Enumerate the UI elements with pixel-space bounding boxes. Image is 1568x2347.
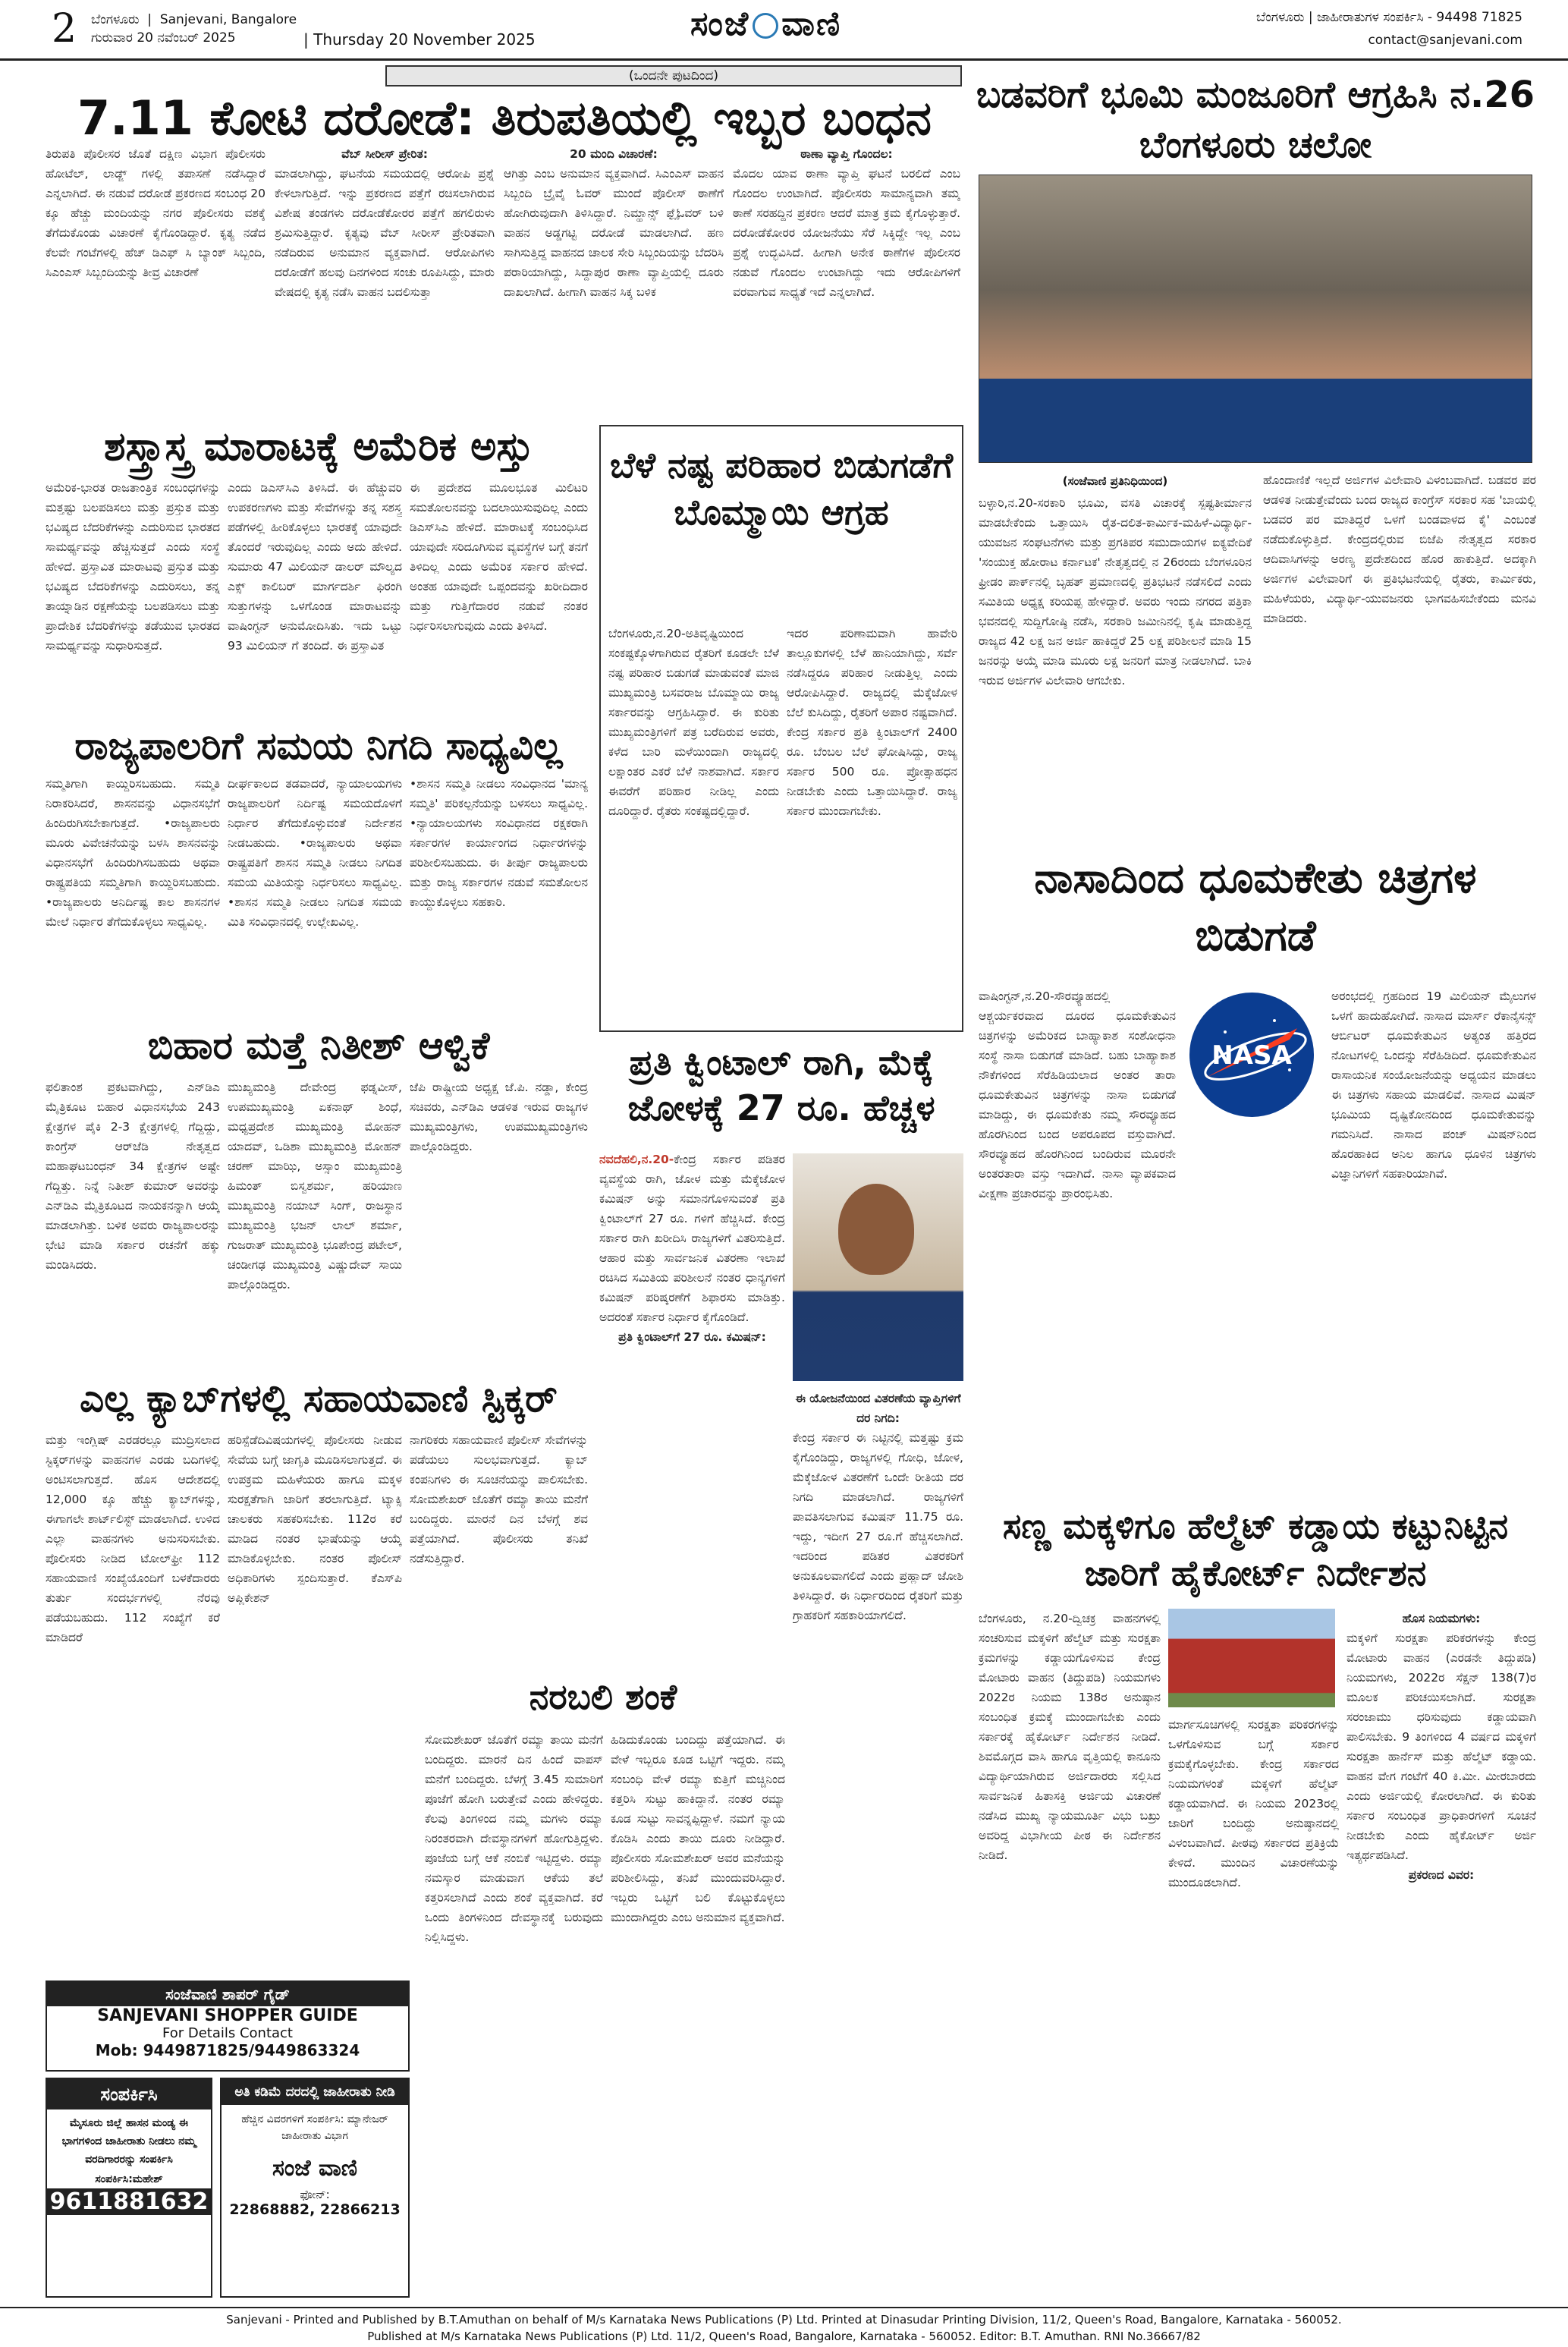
robbery-sub-inquiry: 20 ಮಂದಿ ವಿಚಾರಣೆ:: [570, 147, 658, 161]
portrait-face-shape: [838, 1184, 914, 1275]
shopper-title-kn: ಸಂಜೆವಾಣಿ ಶಾಪರ್ ಗೈಡ್: [47, 1982, 408, 2006]
masthead-right: [1256, 6, 1522, 52]
helmet-headline: ಸಣ್ಣ ಮಕ್ಕಳಿಗೂ ಹೆಲ್ಮೆಟ್ ಕಡ್ಡಾಯ ಕಟ್ಟುನಿಟ್ಟಿನ ಜಾರಿಗೆ ಹೈಕೋರ್ಟ್ ನಿರ್ದೇಶನ: [1002, 1505, 1509, 1594]
ragi-headline: ಪ್ರತಿ ಕ್ವಿಂಟಾಲ್ ರಾಗಿ, ಮೆಕ್ಕೆ ಜೋಳಕ್ಕೆ 27 ರೂ. ಹೆಚ್ಚಳ: [627, 1042, 935, 1128]
masthead-city: ಬೆಂಗಳೂರು: [91, 12, 140, 27]
sampark-title: ಸಂಪರ್ಕಿಸಿ: [47, 2079, 211, 2109]
narabali-col1: ಸೋಮಶೇಖರ್ ಜೊತೆಗೆ ರಮ್ಯಾ ತಾಯಿ ಮನೆಗೆ ಬಂದಿದ್ದರು. ಮಾರನೆ ದಿನ ಹಿಂದೆ ವಾಪಸ್ ಮನೆಗೆ ಬಂದಿದ್ದರು. ಬೆಳಗ್ಗೆ 3.45 ಸುಮಾರಿಗೆ ಪೂಜೆಗೆ ಹೋಗಿ ಬರುತ್ತೇವೆ ಎಂದು ಹೇಳಿದ್ದರು. ಕೆಲವು ತಿಂಗಳಿಂದ ನಮ್ಮ ಮಗಳು ರಮ್ಯಾ ನಿರಂತರವಾಗಿ ದೇವಸ್ಥಾನಗಳಿಗೆ ಹೋಗುತ್ತಿದ್ದಳು. ಪೂಜೆಯ ಬಗ್ಗೆ ಆಕೆ ನಂಬಿಕೆ ಇಟ್ಟಿದ್ದಳು. ರಮ್ಯಾ ನಮಸ್ಕಾರ ಮಾಡುವಾಗ ಆಕೆಯ ತಲೆ ಕತ್ತರಿಸಲಾಗಿದೆ ಎಂದು ಶಂಕೆ ವ್ಯಕ್ತವಾಗಿದೆ. ಕರೆ ಒಂದು ತಿಂಗಳಿನಿಂದ ದೇವಸ್ಥಾನಕ್ಕೆ ಬರುವುದು ನಿಲ್ಲಿಸಿದ್ದಳು.: [425, 1733, 603, 1944]
sampark-body: ಮೈಸೂರು ಜಿಲ್ಲೆ ಹಾಸನ ಮಂಡ್ಯ ಈ ಭಾಗಗಳಿಂದ ಜಾಹೀರಾತು ನೀಡಲು ನಮ್ಮ ವರದಿಗಾರರನ್ನು ಸಂಪರ್ಕಿಸಿ: [61, 2117, 196, 2166]
ragi-sub-commission: ಪ್ರತಿ ಕ್ವಿಂಟಾಲ್‌ಗೆ 27 ರೂ. ಕಮಿಷನ್:: [618, 1330, 766, 1344]
crop-col1: ಬೆಂಗಳೂರು,ನ.20-ಅತಿವೃಷ್ಟಿಯಿಂದ ಸಂಕಷ್ಟಕ್ಕೊಳಗಾಗಿರುವ ರೈತರಿಗೆ ಕೂಡಲೇ ಬೆಳೆ ನಷ್ಟ ಪರಿಹಾರ ಬಿಡುಗಡೆ ಮಾಡುವಂತೆ ಮಾಜಿ ಮುಖ್ಯಮಂತ್ರಿ ಬಸವರಾಜ ಬೊಮ್ಮಾಯಿ ರಾಜ್ಯ ಸರ್ಕಾರವನ್ನು ಆಗ್ರಹಿಸಿದ್ದಾರೆ. ಈ ಕುರಿತು ಮುಖ್ಯಮಂತ್ರಿಗಳಿಗೆ ಪತ್ರ ಬರೆದಿರುವ ಅವರು, ಕಳೆದ ಬಾರಿ ಮಳೆಯಿಂದಾಗಿ ರಾಜ್ಯದಲ್ಲಿ ಲಕ್ಷಾಂತರ ಎಕರೆ ಬೆಳೆ ನಾಶವಾಗಿದೆ. ಸರ್ಕಾರ ಈವರೆಗೆ ಪರಿಹಾರ ನೀಡಿಲ್ಲ ಎಂದು ದೂರಿದ್ದಾರೆ. ರೈತರು ಸಂಕಷ್ಟದಲ್ಲಿದ್ದಾರೆ.: [608, 627, 779, 818]
shopper-sub: For Details Contact: [162, 2025, 293, 2041]
governor-col3: •ಶಾಸನ ಸಮ್ಮತಿ ನೀಡಲು ಸಂವಿಧಾನದ 'ಮಾನ್ಯ ಸಮ್ಮತಿ' ಪರಿಕಲ್ಪನೆಯನ್ನು ಬಳಸಲು ಸಾಧ್ಯವಿಲ್ಲ. •ನ್ಯಾಯಾಲಯಗಳು ಸಂವಿಧಾನದ ರಕ್ಷಕರಾಗಿ ಸರ್ಕಾರಗಳ ಕಾರ್ಯಾಂಗದ ನಿರ್ಧಾರಗಳನ್ನು ಪರಿಶೀಲಿಸಬಹುದು. ಈ ತೀರ್ಪು ರಾಜ್ಯಪಾಲರು ಮತ್ತು ರಾಜ್ಯ ಸರ್ಕಾರಗಳ ನಡುವೆ ಸಮತೋಲನ ಕಾಯ್ದುಕೊಳ್ಳಲು ಸಹಕಾರಿ.: [410, 777, 588, 909]
minister-photo: [793, 1153, 963, 1381]
page-number: 2: [52, 6, 77, 52]
cab-col2: ಹರಿಸ್ಪೆಡೆದಿವಿಷಯಗಳಲ್ಲಿ ಪೊಲೀಸರು ನೀಡುವ ಸೇವೆಯ ಬಗ್ಗೆ ಜಾಗೃತಿ ಮೂಡಿಸಲಾಗುತ್ತದೆ. ಈ ಉಪಕ್ರಮ ಮಹಿಳೆಯರು ಹಾಗೂ ಮಕ್ಕಳ ಸುರಕ್ಷತೆಗಾಗಿ ಜಾರಿಗೆ ತರಲಾಗುತ್ತಿದೆ. ಟ್ಯಾಕ್ಸಿ ಚಾಲಕರು ಸಹಕರಿಸಬೇಕು. 112ರ ಕರೆ ಮಾಡಿದ ನಂತರ ಭಾಷೆಯನ್ನು ಆಯ್ಕೆ ಮಾಡಿಕೊಳ್ಳಬೇಕು. ನಂತರ ಪೊಲೀಸ್ ಅಧಿಕಾರಿಗಳು ಸ್ಪಂದಿಸುತ್ತಾರೆ. ಕೆಎಸ್‌ಪಿ ಅಪ್ಲಿಕೇಶನ್: [228, 1433, 402, 1605]
shopper-mobile: Mob: 9449871825/9449863324: [95, 2041, 360, 2059]
bihar-col2: ಮುಖ್ಯಮಂತ್ರಿ ದೇವೇಂದ್ರ ಫಡ್ನವೀಸ್, ಉಪಮುಖ್ಯಮಂತ್ರಿ ಏಕನಾಥ್ ಶಿಂಧೆ, ಮಧ್ಯಪ್ರದೇಶ ಮುಖ್ಯಮಂತ್ರಿ ಮೋಹನ್ ಯಾದವ್, ಒಡಿಶಾ ಮುಖ್ಯಮಂತ್ರಿ ಮೋಹನ್ ಚರಣ್ ಮಾಝಿ, ಅಸ್ಸಾಂ ಮುಖ್ಯಮಂತ್ರಿ ಹಿಮಂತ್ ಬಿಸ್ವಶರ್ಮ, ಹರಿಯಾಣ ಮುಖ್ಯಮಂತ್ರಿ ನಯಾಬ್ ಸಿಂಗ್, ರಾಜಸ್ಥಾನ ಮುಖ್ಯಮಂತ್ರಿ ಭಜನ್ ಲಾಲ್ ಶರ್ಮಾ, ಗುಜರಾತ್ ಮುಖ್ಯಮಂತ್ರಿ ಭೂಪೇಂದ್ರ ಪಟೇಲ್, ಚಂಡೀಗಢ ಮುಖ್ಯಮಂತ್ರಿ ವಿಷ್ಣುದೇವ್ ಸಾಯಿ ಪಾಲ್ಗೊಂಡಿದ್ದರು.: [228, 1081, 402, 1291]
arms-headline: ಶಸ್ತ್ರಾಸ್ತ್ರ ಮಾರಾಟಕ್ಕೆ ಅಮೆರಿಕ ಅಸ್ತು: [104, 424, 533, 470]
cab-col3: ನಾಗರಿಕರು ಸಹಾಯವಾಣಿ ಪೊಲೀಸ್ ಸೇವೆಗಳನ್ನು ಪಡೆಯಲು ಸುಲಭವಾಗುತ್ತದೆ. ಕ್ಯಾಬ್ ಕಂಪನಿಗಳು ಈ ಸೂಚನೆಯನ್ನು ಪಾಲಿಸಬೇಕು. ಸೋಮಶೇಖರ್ ಜೊತೆಗೆ ರಮ್ಯಾ ತಾಯಿ ಮನೆಗೆ ಬಂದಿದ್ದರು. ಮಾರನೆ ದಿನ ಬೆಳಗ್ಗೆ ಶವ ಪತ್ತೆಯಾಗಿದೆ. ಪೊಲೀಸರು ತನಿಖೆ ನಡೆಸುತ್ತಿದ್ದಾರೆ.: [410, 1433, 588, 1565]
bihar-col1: ಫಲಿತಾಂಶ ಪ್ರಕಟವಾಗಿದ್ದು, ಎನ್‌ಡಿಎ ಮೈತ್ರಿಕೂಟ ಬಿಹಾರ ವಿಧಾನಸಭೆಯ 243 ಕ್ಷೇತ್ರಗಳ ಪೈಕಿ 2-3 ಕ್ಷೇತ್ರಗಳಲ್ಲಿ ಗೆದ್ದಿದ್ದು, ಕಾಂಗ್ರೆಸ್ ಆರ್‌ಜೆಡಿ ನೇತೃತ್ವದ ಮಹಾಘಟಬಂಧನ್ 34 ಕ್ಷೇತ್ರಗಳ ಅಷ್ಟೇ ಗೆದ್ದಿತ್ತು. ನಿನ್ನೆ ನಿತೀಶ್ ಕುಮಾರ್ ಅವರನ್ನು ಎನ್‌ಡಿಎ ಮೈತ್ರಿಕೂಟದ ನಾಯಕನನ್ನಾಗಿ ಆಯ್ಕೆ ಮಾಡಲಾಗಿತ್ತು. ಬಳಿಕ ಅವರು ರಾಜ್ಯಪಾಲರನ್ನು ಭೇಟಿ ಮಾಡಿ ಸರ್ಕಾರ ರಚನೆಗೆ ಹಕ್ಕು ಮಂಡಿಸಿದರು.: [46, 1081, 220, 1272]
ragi-col1: ನವದೆಹಲಿ,ನ.20-ಕೇಂದ್ರ ಸರ್ಕಾರ ಪಡಿತರ ವ್ಯವಸ್ಥೆಯ ರಾಗಿ, ಜೋಳ ಮತ್ತು ಮೆಕ್ಕೆಜೋಳ ಕಮಿಷನ್ ಅನ್ನು ಸಮಾನಗೊಳಿಸುವಂತೆ ಪ್ರತಿ ಕ್ವಿಂಟಾಲ್‌ಗೆ 27 ರೂ. ಗಳಿಗೆ ಹೆಚ್ಚಿಸಿದೆ. ಕೇಂದ್ರ ಸರ್ಕಾರ ರಾಗಿ ಖರೀದಿಸಿ ರಾಜ್ಯಗಳಿಗೆ ವಿತರಿಸುತ್ತಿದೆ. ಆಹಾರ ಮತ್ತು ಸಾರ್ವಜನಿಕ ವಿತರಣಾ ಇಲಾಖೆ ರಚಿಸಿದ ಸಮಿತಿಯ ಪರಿಶೀಲನೆ ನಂತರ ಧಾನ್ಯಗಳಿಗೆ ಕಮಿಷನ್ ಪರಿಷ್ಕರಣೆಗೆ ಶಿಫಾರಸು ಮಾಡಿತ್ತು. ಅದರಂತೆ ಸರ್ಕಾರ ನಿರ್ಧಾರ ಕೈಗೊಂಡಿದೆ. ಪ್ರತಿ ಕ್ವಿಂಟಾಲ್‌ಗೆ 27 ರೂ. ಕಮಿಷನ್:: [599, 1150, 785, 1620]
tariff-logo: ಸಂಜೆ ವಾಣಿ: [272, 2155, 358, 2182]
protest-photo: [979, 175, 1532, 463]
crop-col2: ಇದರ ಪರಿಣಾಮವಾಗಿ ಹಾವೇರಿ ತಾಲ್ಲೂಕುಗಳಲ್ಲಿ ಬೆಳೆ ಹಾನಿಯಾಗಿದ್ದು, ಸರ್ವೆ ನಡೆಸಿದ್ದರೂ ಪರಿಹಾರ ನೀಡುತ್ತಿಲ್ಲ ಎಂದು ಆರೋಪಿಸಿದ್ದಾರೆ. ರಾಜ್ಯದಲ್ಲಿ ಮೆಕ್ಕೆಜೋಳ ಬೆಲೆ ಕುಸಿದಿದ್ದು, ರೈತರಿಗೆ ಅಪಾರ ನಷ್ಟವಾಗಿದೆ. ಕೇಂದ್ರ ಸರ್ಕಾರ ಪ್ರತಿ ಕ್ವಿಂಟಾಲ್‌ಗೆ 2400 ರೂ. ಬೆಂಬಲ ಬೆಲೆ ಘೋಷಿಸಿದ್ದು, ರಾಜ್ಯ ಸರ್ಕಾರ 500 ರೂ. ಪ್ರೋತ್ಸಾಹಧನ ನೀಡಬೇಕು ಎಂದು ಒತ್ತಾಯಿಸಿದ್ದಾರೆ. ರಾಜ್ಯ ಸರ್ಕಾರ ಮುಂದಾಗಬೇಕು.: [787, 627, 957, 818]
bihar-col3: ಜೆಪಿ ರಾಷ್ಟ್ರೀಯ ಅಧ್ಯಕ್ಷ ಜೆ.ಪಿ. ನಡ್ಡಾ, ಕೇಂದ್ರ ಸಚಿವರು, ಎನ್‌ಡಿಎ ಆಡಳಿತ ಇರುವ ರಾಜ್ಯಗಳ ಮುಖ್ಯಮಂತ್ರಿಗಳು, ಉಪಮುಖ್ಯಮಂತ್ರಿಗಳು ಪಾಲ್ಗೊಂಡಿದ್ದರು.: [410, 1081, 588, 1153]
tariff-body: ಹೆಚ್ಚಿನ ವಿವರಗಳಿಗೆ ಸಂಪರ್ಕಿಸಿ: ಮ್ಯಾನೇಜರ್ ಜಾಹೀರಾತು ವಿಭಾಗ: [241, 2113, 388, 2142]
tariff-phone-label: ಫೋನ್:: [300, 2188, 330, 2201]
governor-headline: ರಾಜ್ಯಪಾಲರಿಗೆ ಸಮಯ ನಿಗದಿ ಸಾಧ್ಯವಿಲ್ಲ: [74, 724, 563, 768]
robbery-col3: 20 ಮಂದಿ ವಿಚಾರಣೆ: ಆಗಿತ್ತು ಎಂಬ ಅನುಮಾನ ವ್ಯಕ್ತವಾಗಿದೆ. ಸಿಎಂಎಸ್ ವಾಹನ ಸಿಬ್ಬಂದಿ ಬ್ರೈವೈ ಓವರ್ ಮುಂದೆ ಪೊಲೀಸ್ ಠಾಣೆಗೆ ಹೋಗಿರುವುದಾಗಿ ತಿಳಿಸಿದ್ದಾರೆ. ನಿಮ್ಹಾನ್ಸ್ ಫ್ಲೈಓವರ್ ಬಳಿ ವಾಹನ ಅಡ್ಡಗಟ್ಟಿ ದರೋಡೆ ಮಾಡಲಾಗಿದೆ. ಹಣ ಸಾಗಿಸುತ್ತಿದ್ದ ವಾಹನದ ಚಾಲಕ ಸೇರಿ ಸಿಬ್ಬಂದಿಯನ್ನು ಬೆದರಿಸಿ ಪರಾರಿಯಾಗಿದ್ದು, ಸಿದ್ದಾಪುರ ಠಾಣಾ ವ್ಯಾಪ್ತಿಯಲ್ಲಿ ದೂರು ದಾಖಲಾಗಿದೆ. ಹೀಗಾಗಿ ವಾಹನ ಸಿಕ್ಕ ಬಳಿಕ: [504, 144, 724, 417]
arms-col2: ಎಂದು ಡಿಎಸ್‌ಸಿಎ ತಿಳಿಸಿದೆ. ಈ ಹೆಚ್ಚುವರಿ ಉಪಕರಣಗಳು ಮತ್ತು ಸೇವೆಗಳನ್ನು ತನ್ನ ಸಶಸ್ತ್ರ ಪಡೆಗಳಲ್ಲಿ ಹೀರಿಕೊಳ್ಳಲು ಭಾರತಕ್ಕೆ ಯಾವುದೇ ತೊಂದರೆ ಇರುವುದಿಲ್ಲ ಎಂದು ಅದು ಹೇಳಿದೆ. ಸುಮಾರು 47 ಮಿಲಿಯನ್ ಡಾಲರ್ ಮೌಲ್ಯದ ಎಕ್ಸ್ ಕಾಲಿಬರ್ ಮಾರ್ಗದರ್ಶಿ ಫಿರಂಗಿ ಸುತ್ತುಗಳನ್ನು ಒಳಗೊಂಡ ಮಾರಾಟವನ್ನು ವಾಷಿಂಗ್ಟನ್ ಅನುಮೋದಿಸಿತು. ಇದು ಒಟ್ಟು 93 ಮಿಲಿಯನ್ ಗೆ ತಂದಿದೆ. ಈ ಪ್ರಸ್ತಾವಿತ: [228, 481, 402, 653]
robbery-col4: ಠಾಣಾ ವ್ಯಾಪ್ತಿ ಗೊಂದಲ: ಮೊದಲ ಯಾವ ಠಾಣಾ ವ್ಯಾಪ್ತಿ ಘಟನೆ ಬರಲಿದೆ ಎಂಬ ಗೊಂದಲ ಉಂಟಾಗಿದೆ. ಪೊಲೀಸರು ಸಾಮಾನ್ಯವಾಗಿ ತಮ್ಮ ಠಾಣೆ ಸರಹದ್ದಿನ ಪ್ರಕರಣ ಆದರೆ ಮಾತ್ರ ಕ್ರಮ ಕೈಗೊಳ್ಳುತ್ತಾರೆ. ದರೋಡೆಕೋರರ ಯೋಜನೆಯು ಸೆರೆ ಸಿಕ್ಕಿದ್ದೇ ಇಲ್ಲ ಎಂಬ ಪ್ರಶ್ನೆ ಉದ್ಭವಿಸಿದೆ. ಹೀಗಾಗಿ ಅನೇಕ ಠಾಣೆಗಳ ಪೊಲೀಸರ ನಡುವೆ ಗೊಂದಲ ಉಂಟಾಗಿದ್ದು ಇದು ಆರೋಪಿಗಳಿಗೆ ವರವಾಗುವ ಸಾಧ್ಯತೆ ಇದೆ ಎನ್ನಲಾಗಿದೆ.: [733, 144, 960, 417]
nasa-meatball-icon: [1183, 986, 1320, 1123]
bhoomi-col1: ಬಳ್ಳಾರಿ,ನ.20-ಸರಕಾರಿ ಭೂಮಿ, ವಸತಿ ವಿಚಾರಕ್ಕೆ ಸ್ಪಷ್ಟತೀರ್ಮಾನ ಮಾಡಬೇಕೆಂದು ಒತ್ತಾಯಿಸಿ ರೈತ-ದಲಿತ-ಕಾರ್ಮಿಕ-ಮಹಿಳೆ-ವಿದ್ಯಾರ್ಥಿ-ಯುವಜನ ಸಂಘಟನೆಗಳು ಮತ್ತು ಪ್ರಗತಿಪರ ಸಮುದಾಯಗಳ ಐಕ್ಯವೇದಿಕೆ 'ಸಂಯುಕ್ತ ಹೋರಾಟ ಕರ್ನಾಟಕ' ನೇತೃತ್ವದಲ್ಲಿ ನ 26ರಂದು ಬೆಂಗಳೂರಿನ ಫ್ರೀಡಂ ಪಾರ್ಕ್‌ನಲ್ಲಿ ಬೃಹತ್ ಪ್ರಮಾಣದಲ್ಲಿ ಪ್ರತಿಭಟನೆ ನಡೆಸಲಿದೆ ಎಂದು ಸಮಿತಿಯ ಅಧ್ಯಕ್ಷ ಕರಿಯಪ್ಪ ಹೇಳಿದ್ದಾರೆ. ಅವರು ಇಂದು ನಗರದ ಪತ್ರಿಕಾ ಭವನದಲ್ಲಿ ಸುದ್ದಿಗೋಷ್ಠಿ ನಡೆಸಿ, ಸರಕಾರಿ ಜಮೀನಿನಲ್ಲಿ ಕೃಷಿ ಮಾಡುತ್ತಿದ್ದ ರಾಜ್ಯದ 42 ಲಕ್ಷ ಜನ ಅರ್ಜಿ ಹಾಕಿದ್ದರೆ 25 ಲಕ್ಷ ಪರಿಶೀಲನೆ ಮಾಡಿ 15 ಜನರನ್ನು ಅಯ್ಕೆ ಮಾಡಿ ಮೂರು ಲಕ್ಷ ಜನರಿಗೆ ಮಾತ್ರ ನೀಡಲಾಗಿದೆ. ಬಾಕಿ ಇರುವ ಅರ್ಜಿಗಳ ವಿಲೇವಾರಿ ಆಗಬೇಕು.: [979, 496, 1252, 687]
robbery-headline: 7.11 ಕೋಟಿ ದರೋಡೆ: ತಿರುಪತಿಯಲ್ಲಿ ಇಬ್ಬರ ಬಂಧನ: [77, 90, 932, 146]
masthead-paper: Sanjevani, Bangalore: [159, 12, 297, 27]
globe-icon: [753, 13, 778, 39]
masthead-date-en: | Thursday 20 November 2025: [303, 30, 536, 49]
governor-col2: ದೀರ್ಘಕಾಲದ ತಡವಾದರೆ, ನ್ಯಾಯಾಲಯಗಳು ರಾಜ್ಯಪಾಲರಿಗೆ ನಿರ್ದಿಷ್ಟ ಸಮಯದೊಳಗೆ ನಿರ್ಧಾರ ತೆಗೆದುಕೊಳ್ಳುವಂತೆ ನಿರ್ದೇಶನ ನೀಡಬಹುದು. •ರಾಜ್ಯಪಾಲರು ಅಥವಾ ರಾಷ್ಟ್ರಪತಿಗೆ ಶಾಸನ ಸಮ್ಮತಿ ನೀಡಲು ನಿಗದಿತ ಸಮಯ ಮಿತಿಯನ್ನು ನಿರ್ಧರಿಸಲು ಸಾಧ್ಯವಿಲ್ಲ. •ಶಾಸನ ಸಮ್ಮತಿ ನೀಡಲು ನಿಗದಿತ ಸಮಯ ಮಿತಿ ಸಂವಿಧಾನದಲ್ಲಿ ಉಲ್ಲೇಖವಿಲ್ಲ.: [228, 777, 402, 929]
crop-headline: ಬೆಳೆ ನಷ್ಟ ಪರಿಹಾರ ಬಿಡುಗಡೆಗೆ ಬೊಮ್ಮಾಯಿ ಆಗ್ರಹ: [609, 445, 954, 533]
svg-text:NASA: NASA: [1211, 1040, 1292, 1071]
robbery-sub-jurisdiction: ಠಾಣಾ ವ್ಯಾಪ್ತಿ ಗೊಂದಲ:: [800, 147, 893, 161]
sampark-ad[interactable]: [46, 2078, 212, 2298]
masthead: [0, 0, 1568, 61]
cab-col1: ಮತ್ತು ಇಂಗ್ಲಿಷ್ ಎರಡರಲ್ಲೂ ಮುದ್ರಿಸಲಾದ ಸ್ಟಿಕ್ಕರ್‌ಗಳನ್ನು ವಾಹನಗಳ ಎರಡು ಬದಿಗಳಲ್ಲಿ ಅಂಟಿಸಲಾಗುತ್ತದೆ. ಹೊಸ ಆದೇಶದಲ್ಲಿ 12,000 ಕ್ಕೂ ಹೆಚ್ಚು ಕ್ಯಾಬ್‌ಗಳನ್ನು, ಈಗಾಗಲೇ ಶಾರ್ಟ್‌ಲಿಸ್ಟ್ ಮಾಡಲಾಗಿದೆ. ಉಳಿದ ಎಲ್ಲಾ ವಾಹನಗಳು ಅನುಸರಿಸಬೇಕು. ಪೊಲೀಸರು ನೀಡಿದ ಟೋಲ್‌ಫ್ರೀ 112 ಸಹಾಯವಾಣಿ ಸಂಖ್ಯೆಯೊಂದಿಗೆ ಬಳಕೆದಾರರು ತುರ್ತು ಸಂದರ್ಭಗಳಲ್ಲಿ ನೆರವು ಪಡೆಯಬಹುದು. 112 ಸಂಖ್ಯೆಗೆ ಕರೆ ಮಾಡಿದರೆ: [46, 1433, 220, 1644]
nasa-headline: ನಾಸಾದಿಂದ ಧೂಮಕೇತು ಚಿತ್ರಗಳ ಬಿಡುಗಡೆ: [1034, 854, 1477, 961]
nasa-logo: [1183, 986, 1320, 1123]
helmet-sub-case: ಪ್ರಕರಣದ ವಿವರ:: [1408, 1868, 1475, 1882]
shopper-guide-ad[interactable]: [46, 1980, 410, 2072]
nasa-col1: ವಾಷಿಂಗ್ಟನ್,ನ.20-ಸೌರವ್ಯೂಹದಲ್ಲಿ ಆಶ್ಚರ್ಯಕರವಾದ ದೂರದ ಧೂಮಕೇತುವಿನ ಚಿತ್ರಗಳನ್ನು ಅಮೆರಿಕದ ಬಾಹ್ಯಾಕಾಶ ಸಂಶೋಧನಾ ಸಂಸ್ಥೆ ನಾಸಾ ಬಿಡುಗಡೆ ಮಾಡಿದೆ. ಬಹು ಬಾಹ್ಯಾಕಾಶ ನೌಕೆಗಳಿಂದ ಸೆರೆಹಿಡಿಯಲಾದ ಅಂತರ ತಾರಾ ಧೂಮಕೇತುವಿನ ಚಿತ್ರಗಳನ್ನು ನಾಸಾ ಬಿಡುಗಡೆ ಮಾಡಿದ್ದು, ಈ ಧೂಮಕೇತು ನಮ್ಮ ಸೌರವ್ಯೂಹದ ಹೊರಗಿನಿಂದ ಬಂದ ಅಪರೂಪದ ವಸ್ತುವಾಗಿದೆ. ಸೌರವ್ಯೂಹದ ಹೊರಗಿನಿಂದ ಬಂದಿರುವ ಮೂರನೇ ಅಂತರತಾರಾ ವಸ್ತು ಇದಾಗಿದೆ. ನಾಸಾ ವ್ಯಾಪಕವಾದ ವೀಕ್ಷಣಾ ಪ್ರಚಾರವನ್ನು ಪ್ರಾರಂಭಿಸಿತು.: [979, 989, 1176, 1200]
governor-col1: ಸಮ್ಮತಿಗಾಗಿ ಕಾಯ್ದಿರಿಸಬಹುದು. ಸಮ್ಮತಿ ನಿರಾಕರಿಸಿದರೆ, ಶಾಸನವನ್ನು ವಿಧಾನಸಭೆಗೆ ಹಿಂದಿರುಗಿಸಬೇಕಾಗುತ್ತದೆ. •ರಾಜ್ಯಪಾಲರು ಮೂರು ವಿವೇಚನೆಯನ್ನು ಬಳಸಿ ಶಾಸನವನ್ನು ವಿಧಾನಸಭೆಗೆ ಹಿಂದಿರುಗಿಸಬಹುದು ಅಥವಾ ರಾಷ್ಟ್ರಪತಿಯ ಸಮ್ಮತಿಗಾಗಿ ಕಾಯ್ದಿರಿಸಬಹುದು. •ರಾಜ್ಯಪಾಲರು ಅನಿರ್ದಿಷ್ಟ ಕಾಲ ಶಾಸನಗಳ ಮೇಲೆ ನಿರ್ಧಾರ ತೆಗೆದುಕೊಳ್ಳಲು ಸಾಧ್ಯವಿಲ್ಲ.: [46, 777, 220, 929]
ragi-sub-rates: ಈ ಯೋಜನೆಯಿಂದ ವಿತರಣೆಯ ವ್ಯಾಪ್ತಿಗಳಿಗೆ ದರ ನಿಗದಿ:: [795, 1392, 961, 1425]
helmet-col3: ಹೊಸ ನಿಯಮಗಳು: ಮಕ್ಕಳಿಗೆ ಸುರಕ್ಷತಾ ಪರಿಕರಗಳನ್ನು ಕೇಂದ್ರ ಮೋಟಾರು ವಾಹನ (ಎರಡನೇ ತಿದ್ದುಪಡಿ) ನಿಯಮಗಳು, 2022ರ ಸೆಕ್ಷನ್ 138(7)ರ ಮೂಲಕ ಪರಿಚಯಿಸಲಾಗಿದೆ. ಸುರಕ್ಷತಾ ಸರಂಜಾಮು ಧರಿಸುವುದು ಕಡ್ಡಾಯವಾಗಿ ಪಾಲಿಸಬೇಕು. 9 ತಿಂಗಳಿಂದ 4 ವರ್ಷದ ಮಕ್ಕಳಿಗೆ ಸುರಕ್ಷತಾ ಹಾರ್ನೆಸ್ ಮತ್ತು ಹೆಲ್ಮೆಟ್ ಕಡ್ಡಾಯ. ವಾಹನ ವೇಗ ಗಂಟೆಗೆ 40 ಕಿ.ಮೀ. ಮೀರಬಾರದು ಎಂದು ಅರ್ಜಿಯಲ್ಲಿ ಕೋರಲಾಗಿದೆ. ಈ ಕುರಿತು ಸರ್ಕಾರ ಸಂಬಂಧಿತ ಪ್ರಾಧಿಕಾರಗಳಿಗೆ ಸೂಚನೆ ನೀಡಬೇಕು ಎಂದು ಹೈಕೋರ್ಟ್ ಅರ್ಜಿ ಇತ್ಯರ್ಥಪಡಿಸಿದೆ. ಪ್ರಕರಣದ ವಿವರ:: [1346, 1609, 1536, 2292]
imprint-footer: [0, 2307, 1568, 2347]
table-cloth-shape: [979, 379, 1532, 462]
narabali-headline: ನರಬಲಿ ಶಂಕೆ: [529, 1676, 677, 1717]
high-court-photo: [1168, 1609, 1335, 1707]
cab-headline: ಎಲ್ಲ ಕ್ಯಾಬ್‌ಗಳಲ್ಲಿ ಸಹಾಯವಾಣಿ ಸ್ಟಿಕ್ಕರ್: [80, 1376, 558, 1420]
helmet-col1: ಬೆಂಗಳೂರು, ನ.20-ದ್ವಿಚಕ್ರ ವಾಹನಗಳಲ್ಲಿ ಸಂಚರಿಸುವ ಮಕ್ಕಳಿಗೆ ಹೆಲ್ಮೆಟ್ ಮತ್ತು ಸುರಕ್ಷತಾ ಕ್ರಮಗಳನ್ನು ಕಡ್ಡಾಯಗೊಳಿಸುವ ಕೇಂದ್ರ ಮೋಟಾರು ವಾಹನ (ತಿದ್ದುಪಡಿ) ನಿಯಮಗಳು 2022ರ ನಿಯಮ 138ರ ಅನುಷ್ಠಾನ ಸಂಬಂಧಿತ ಕ್ರಮಕ್ಕೆ ಮುಂದಾಗಬೇಕು ಎಂದು ಸರ್ಕಾರಕ್ಕೆ ಹೈಕೋರ್ಟ್ ನಿರ್ದೇಶನ ನೀಡಿದೆ. ಶಿವಮೊಗ್ಗದ ವಾಸಿ ಹಾಗೂ ವೃತ್ತಿಯಲ್ಲಿ ಕಾನೂನು ವಿದ್ಯಾರ್ಥಿಯಾಗಿರುವ ಅರ್ಜಿದಾರರು ಸಲ್ಲಿಸಿದ ಸಾರ್ವಜನಿಕ ಹಿತಾಸಕ್ತಿ ಅರ್ಜಿಯ ವಿಚಾರಣೆ ನಡೆಸಿದ ಮುಖ್ಯ ನ್ಯಾಯಮೂರ್ತಿ ವಿಭು ಬಖ್ರು ಅವರಿದ್ದ ವಿಭಾಗೀಯ ಪೀಠ ಈ ನಿರ್ದೇಶನ ನೀಡಿದೆ.: [979, 1612, 1161, 1862]
bihar-headline: ಬಿಹಾರ ಮತ್ತೆ ನಿತೀಶ್ ಆಳ್ವಿಕೆ: [147, 1024, 490, 1068]
tariff-phone: 22868882, 22866213: [229, 2201, 401, 2218]
helmet-col2: ಮಾರ್ಗಸೂಚಿಗಳಲ್ಲಿ ಸುರಕ್ಷತಾ ಪರಿಕರಗಳನ್ನು ಒಳಗೊಳಿಸುವ ಬಗ್ಗೆ ಸರ್ಕಾರ ಕ್ರಮಕೈಗೊಳ್ಳಬೇಕು. ಕೇಂದ್ರ ಸರ್ಕಾರದ ನಿಯಮಗಳಂತೆ ಮಕ್ಕಳಿಗೆ ಹೆಲ್ಮೆಟ್ ಕಡ್ಡಾಯವಾಗಿದೆ. ಈ ನಿಯಮ 2023ರಲ್ಲಿ ಜಾರಿಗೆ ಬಂದಿದ್ದು ಅನುಷ್ಠಾನದಲ್ಲಿ ವಿಳಂಬವಾಗಿದೆ. ಪೀಠವು ಸರ್ಕಾರದ ಪ್ರತಿಕ್ರಿಯೆ ಕೇಳಿದೆ. ಮುಂದಿನ ವಿಚಾರಣೆಯನ್ನು ಮುಂದೂಡಲಾಗಿದೆ.: [1168, 1718, 1339, 1889]
narabali-col2: ಹಿಡಿದುಕೊಂಡು ಬಂದಿದ್ದು ಪತ್ತೆಯಾಗಿದೆ. ಈ ವೇಳೆ ಇಬ್ಬರೂ ಕೂಡ ಒಟ್ಟಿಗೆ ಇದ್ದರು. ನಮ್ಮ ಸಂಬಂಧಿ ವೇಳೆ ರಮ್ಯಾ ಕುತ್ತಿಗೆ ಮಚ್ಚಿನಿಂದ ಕತ್ತರಿಸಿ ಸುಟ್ಟು ಹಾಕಿದ್ದಾನೆ. ನಂತರ ರಮ್ಯಾ ಕೂಡ ಸುಟ್ಟು ಸಾವನ್ನಪ್ಪಿದ್ದಾಳೆ. ನಮಗೆ ನ್ಯಾಯ ಕೊಡಿಸಿ ಎಂದು ತಾಯಿ ದೂರು ನೀಡಿದ್ದಾರೆ. ಪೊಲೀಸರು ಸೋಮಶೇಖರ್ ಅವರ ಮನೆಯನ್ನು ಪರಿಶೀಲಿಸಿದ್ದು, ತನಿಖೆ ಮುಂದುವರಿಸಿದ್ದಾರೆ. ಇಬ್ಬರು ಒಟ್ಟಿಗೆ ಬಲಿ ಕೊಟ್ಟುಕೊಳ್ಳಲು ಮುಂದಾಗಿದ್ದರು ಎಂಬ ಅನುಮಾನ ವ್ಯಕ್ತವಾಗಿದೆ.: [611, 1733, 785, 1924]
masthead-left: ಬೆಂಗಳೂರು | Sanjevani, Bangalore ಗುರುವಾರ 20 ನವೆಂಬರ್ 2025: [91, 12, 297, 46]
masthead-date-kn: ಗುರುವಾರ 20 ನವೆಂಬರ್ 2025: [91, 30, 236, 46]
imprint-line1: Sanjevani - Printed and Published by B.T.Amuthan on behalf of M/s Karnataka News Publications (P) Ltd. Printed at Dinasudar Printing Division, 11/2, Queen's Road, Bangalore, Karnataka - 560052.: [226, 2313, 1342, 2327]
ragi-col2: ಈ ಯೋಜನೆಯಿಂದ ವಿತರಣೆಯ ವ್ಯಾಪ್ತಿಗಳಿಗೆ ದರ ನಿಗದಿ: ಕೇಂದ್ರ ಸರ್ಕಾರ ಈ ನಿಟ್ಟಿನಲ್ಲಿ ಮತ್ತಷ್ಟು ಕ್ರಮ ಕೈಗೊಂಡಿದ್ದು, ರಾಜ್ಯಗಳಲ್ಲಿ ಗೋಧಿ, ಜೋಳ, ಮೆಕ್ಕೆಜೋಳ ವಿತರಣೆಗೆ ಒಂದೇ ರೀತಿಯ ದರ ನಿಗದಿ ಮಾಡಲಾಗಿದೆ. ರಾಜ್ಯಗಳಿಗೆ ಪಾವತಿಸಲಾಗುವ ಕಮಿಷನ್ 11.75 ರೂ. ಇದ್ದು, ಇದೀಗ 27 ರೂ.ಗೆ ಹೆಚ್ಚಿಸಲಾಗಿದೆ. ಇದರಿಂದ ಪಡಿತರ ವಿತರಕರಿಗೆ ಅನುಕೂಲವಾಗಲಿದೆ ಎಂದು ಪ್ರಹ್ಲಾದ್ ಜೋಶಿ ತಿಳಿಸಿದ್ದಾರೆ. ಈ ನಿರ್ಧಾರದಿಂದ ರೈತರಿಗೆ ಮತ್ತು ಗ್ರಾಹಕರಿಗೆ ಸಹಕಾರಿಯಾಗಲಿದೆ.: [793, 1389, 963, 1882]
robbery-col2: ವೆಬ್ ಸೀರೀಸ್ ಪ್ರೇರಿತ: ಮಾಡಲಾಗಿದ್ದು, ಘಟನೆಯ ಸಮಯದಲ್ಲಿ ಆರೋಪಿ ಪ್ರಶ್ನೆ ಕೇಳಲಾಗುತ್ತಿದೆ. ಇನ್ನು ಪ್ರಕರಣದ ಪತ್ತೆಗೆ ರಚಿಸಲಾಗಿರುವ ವಿಶೇಷ ತಂಡಗಳು ದರೋಡೆಕೋರರ ಪತ್ತೆಗೆ ಹಗಲಿರುಳು ಶ್ರಮಿಸುತ್ತಿದ್ದಾರೆ. ಕೃತ್ಯವು ವೆಬ್ ಸೀರೀಸ್ ಪ್ರೇರಿತವಾಗಿ ನಡೆದಿರುವ ಅನುಮಾನ ವ್ಯಕ್ತವಾಗಿದೆ. ಆರೋಪಿಗಳು ದರೋಡೆಗೆ ಹಲವು ದಿನಗಳಿಂದ ಸಂಚು ರೂಪಿಸಿದ್ದು, ಮಾರು ವೇಷದಲ್ಲಿ ಕೃತ್ಯ ನಡೆಸಿ ವಾಹನ ಬದಲಿಸುತ್ತಾ: [275, 144, 495, 417]
continued-kicker: (ಒಂದನೇ ಪುಟದಿಂದ): [385, 65, 962, 87]
nasa-col2: ಅರಂಭದಲ್ಲಿ ಗ್ರಹದಿಂದ 19 ಮಿಲಿಯನ್ ಮೈಲುಗಳ ಒಳಗೆ ಹಾದುಹೋಗಿದೆ. ನಾಸಾದ ಮಾರ್ಸ್ ರೆಕಾನೈಸನ್ಸ್ ಆರ್ಬಿಟರ್ ಧೂಮಕೇತುವಿನ ಅತ್ಯಂತ ಹತ್ತಿರದ ನೋಟಗಳಲ್ಲಿ ಒಂದನ್ನು ಸೆರೆಹಿಡಿದಿದೆ. ಧೂಮಕೇತುವಿನ ರಾಸಾಯನಿಕ ಸಂಯೋಜನೆಯನ್ನು ಅಧ್ಯಯನ ಮಾಡಲು ಈ ಚಿತ್ರಗಳು ಸಹಾಯ ಮಾಡಲಿವೆ. ನಾಸಾದ ಮಿಷನ್ ಭೂಮಿಯ ದೃಷ್ಟಿಕೋನದಿಂದ ಧೂಮಕೇತುವನ್ನು ಗಮನಿಸಿದೆ. ನಾಸಾದ ಪಂಚ್ ಮಿಷನ್‌ನಿಂದ ಹೊರಹಾಕಿದ ಅನಿಲ ಹಾಗೂ ಧೂಳಿನ ಚಿತ್ರಗಳು ವಿಜ್ಞಾನಿಗಳಿಗೆ ಸಹಕಾರಿಯಾಗಿವೆ.: [1331, 989, 1536, 1181]
sampark-phone-label: ಸಂಪರ್ಕಿಸಿ:ಮಹೇಶ್: [95, 2173, 163, 2185]
tariff-ad[interactable]: [220, 2078, 410, 2298]
helmet-sub-rules: ಹೊಸ ನಿಯಮಗಳು:: [1402, 1612, 1481, 1625]
crop-story-box: [599, 425, 963, 1032]
ragi-dateline: ನವದೆಹಲಿ,ನ.20-: [599, 1153, 674, 1166]
bhoomi-col2: ಹೊಂದಾಣಿಕೆ ಇಲ್ಲದೆ ಅರ್ಜಿಗಳ ವಿಲೇವಾರಿ ವಿಳಂಬವಾಗಿದೆ. ಬಡವರ ಪರ ಆಡಳಿತ ನೀಡುತ್ತೇವೆಂದು ಬಂದ ರಾಜ್ಯದ ಕಾಂಗ್ರೆಸ್ ಸರಕಾರ ಸಹ 'ಬಾಯಲ್ಲಿ ಬಡವರ ಪರ ಮಾತಿದ್ದರೆ ಒಳಗೆ ಬಂಡವಾಳದ ಕೈ' ಎಂಬಂತೆ ನಡೆದುಕೊಳ್ಳುತ್ತಿದೆ. ಕೇಂದ್ರದಲ್ಲಿರುವ ಬಿಜೆಪಿ ನೇತೃತ್ವದ ಸರಕಾರ ಆದಿವಾಸಿಗಳನ್ನು ಅರಣ್ಯ ಪ್ರದೇಶದಿಂದ ಹೊರ ಹಾಕುತ್ತಿದೆ. ಅದಕ್ಕಾಗಿ ಅರ್ಜಿಗಳ ವಿಲೇವಾರಿಗೆ ಈ ಪ್ರತಿಭಟನೆಯಲ್ಲಿ ರೈತರು, ಕಾರ್ಮಿಕರು, ಮಹಿಳೆಯರು, ವಿದ್ಯಾರ್ಥಿ-ಯುವಜನರು ಭಾಗವಹಿಸಬೇಕೆಂದು ಮನವಿ ಮಾಡಿದರು.: [1263, 473, 1536, 625]
sampark-phone: 9611881632: [47, 2188, 211, 2215]
bhoomi-credit: (ಸಂಜೆವಾಣಿ ಪ್ರತಿನಿಧಿಯಿಂದ): [1062, 474, 1168, 488]
masthead-email[interactable]: contact@sanjevani.com: [1368, 33, 1522, 48]
robbery-col1: ತಿರುಪತಿ ಪೊಲೀಸರ ಜೊತೆ ದಕ್ಷಿಣ ವಿಭಾಗ ಪೊಲೀಸರು ಹೋಟೆಲ್, ಲಾಡ್ಜ್ ಗಳಲ್ಲಿ ತಪಾಸಣೆ ನಡೆಸಿದ್ದಾರೆ ಎನ್ನಲಾಗಿದೆ. ಈ ನಡುವೆ ದರೋಡೆ ಪ್ರಕರಣದ ಸಂಬಂಧ 20 ಕ್ಕೂ ಹೆಚ್ಚು ಮಂದಿಯನ್ನು ನಗರ ಪೊಲೀಸರು ವಶಕ್ಕೆ ತೆಗೆದುಕೊಂಡು ವಿಚಾರಣೆ ಕೈಗೊಂಡಿದ್ದಾರೆ. ಕೃತ್ಯ ನಡೆದ ಕೆಲವೇ ಗಂಟೆಗಳಲ್ಲಿ ಹೆಚ್ ಡಿಎಫ್ ಸಿ ಬ್ಯಾಂಕ್ ಸಿಬ್ಬಂದಿ, ಸಿಎಂಎಸ್ ಸಿಬ್ಬಂದಿಯನ್ನು ತೀವ್ರ ವಿಚಾರಣೆ: [46, 147, 266, 279]
bhoomi-headline: ಬಡವರಿಗೆ ಭೂಮಿ ಮಂಜೂರಿಗೆ ಆಗ್ರಹಿಸಿ ನ.26 ಬೆಂಗಳೂರು ಚಲೋ: [976, 74, 1535, 166]
paper-logo: ಸಂಜೆ ವಾಣಿ: [690, 5, 842, 43]
shopper-title-en: SANJEVANI SHOPPER GUIDE: [97, 2006, 358, 2025]
imprint-line2: Published at M/s Karnataka News Publications (P) Ltd. 11/2, Queen's Road, Bangalore, Karnataka - 560052. Editor: B.T. Amuthan. RNI No.36667/82: [367, 2330, 1201, 2343]
robbery-sub-webseries: ವೆಬ್ ಸೀರೀಸ್ ಪ್ರೇರಿತ:: [341, 147, 428, 161]
tariff-title: ಅತಿ ಕಡಿಮೆ ದರದಲ್ಲಿ ಜಾಹೀರಾತು ನೀಡಿ: [222, 2079, 408, 2105]
masthead-contact: ಬೆಂಗಳೂರು | ಜಾಹೀರಾತುಗಳ ಸಂಪರ್ಕಿಸಿ - 94498 71825: [1255, 10, 1522, 25]
arms-col3: ಈ ಪ್ರದೇಶದ ಮೂಲಭೂತ ಮಿಲಿಟರಿ ಸಮತೋಲನವನ್ನು ಬದಲಾಯಿಸುವುದಿಲ್ಲ ಎಂದು ಡಿಎಸ್‌ಸಿಎ ಹೇಳಿದೆ. ಮಾರಾಟಕ್ಕೆ ಸಂಬಂಧಿಸಿದ ಯಾವುದೇ ಸರಿದೂಗಿಸುವ ವ್ಯವಸ್ಥೆಗಳ ಬಗ್ಗೆ ತನಗೆ ತಿಳಿದಿಲ್ಲ ಎಂದು ಅಮೆರಿಕ ಸರ್ಕಾರ ಹೇಳಿದೆ. ಅಂತಹ ಯಾವುದೇ ಒಪ್ಪಂದವನ್ನು ಖರೀದಿದಾರ ಮತ್ತು ಗುತ್ತಿಗೆದಾರರ ನಡುವೆ ನಂತರ ನಿರ್ಧರಿಸಲಾಗುವುದು ಎಂದು ತಿಳಿಸಿದೆ.: [410, 481, 588, 633]
arms-col1: ಅಮೆರಿಕ-ಭಾರತ ರಾಜತಾಂತ್ರಿಕ ಸಂಬಂಧಗಳನ್ನು ಮತ್ತಷ್ಟು ಬಲಪಡಿಸಲು ಮತ್ತು ಪ್ರಸ್ತುತ ಮತ್ತು ಭವಿಷ್ಯದ ಬೆದರಿಕೆಗಳನ್ನು ಎದುರಿಸುವ ಭಾರತದ ಸಾಮರ್ಥ್ಯವನ್ನು ಹೆಚ್ಚಿಸುತ್ತದೆ ಎಂದು ಸಂಸ್ಥೆ ಹೇಳಿದೆ. ಪ್ರಸ್ತಾವಿತ ಮಾರಾಟವು ಪ್ರಸ್ತುತ ಮತ್ತು ಭವಿಷ್ಯದ ಬೆದರಿಕೆಗಳನ್ನು ಎದುರಿಸಲು, ತನ್ನ ತಾಯ್ನಾಡಿನ ರಕ್ಷಣೆಯನ್ನು ಬಲಪಡಿಸಲು ಮತ್ತು ಪ್ರಾದೇಶಿಕ ಬೆದರಿಕೆಗಳನ್ನು ತಡೆಯುವ ಭಾರತದ ಸಾಮರ್ಥ್ಯವನ್ನು ಸುಧಾರಿಸುತ್ತದೆ.: [46, 481, 220, 653]
